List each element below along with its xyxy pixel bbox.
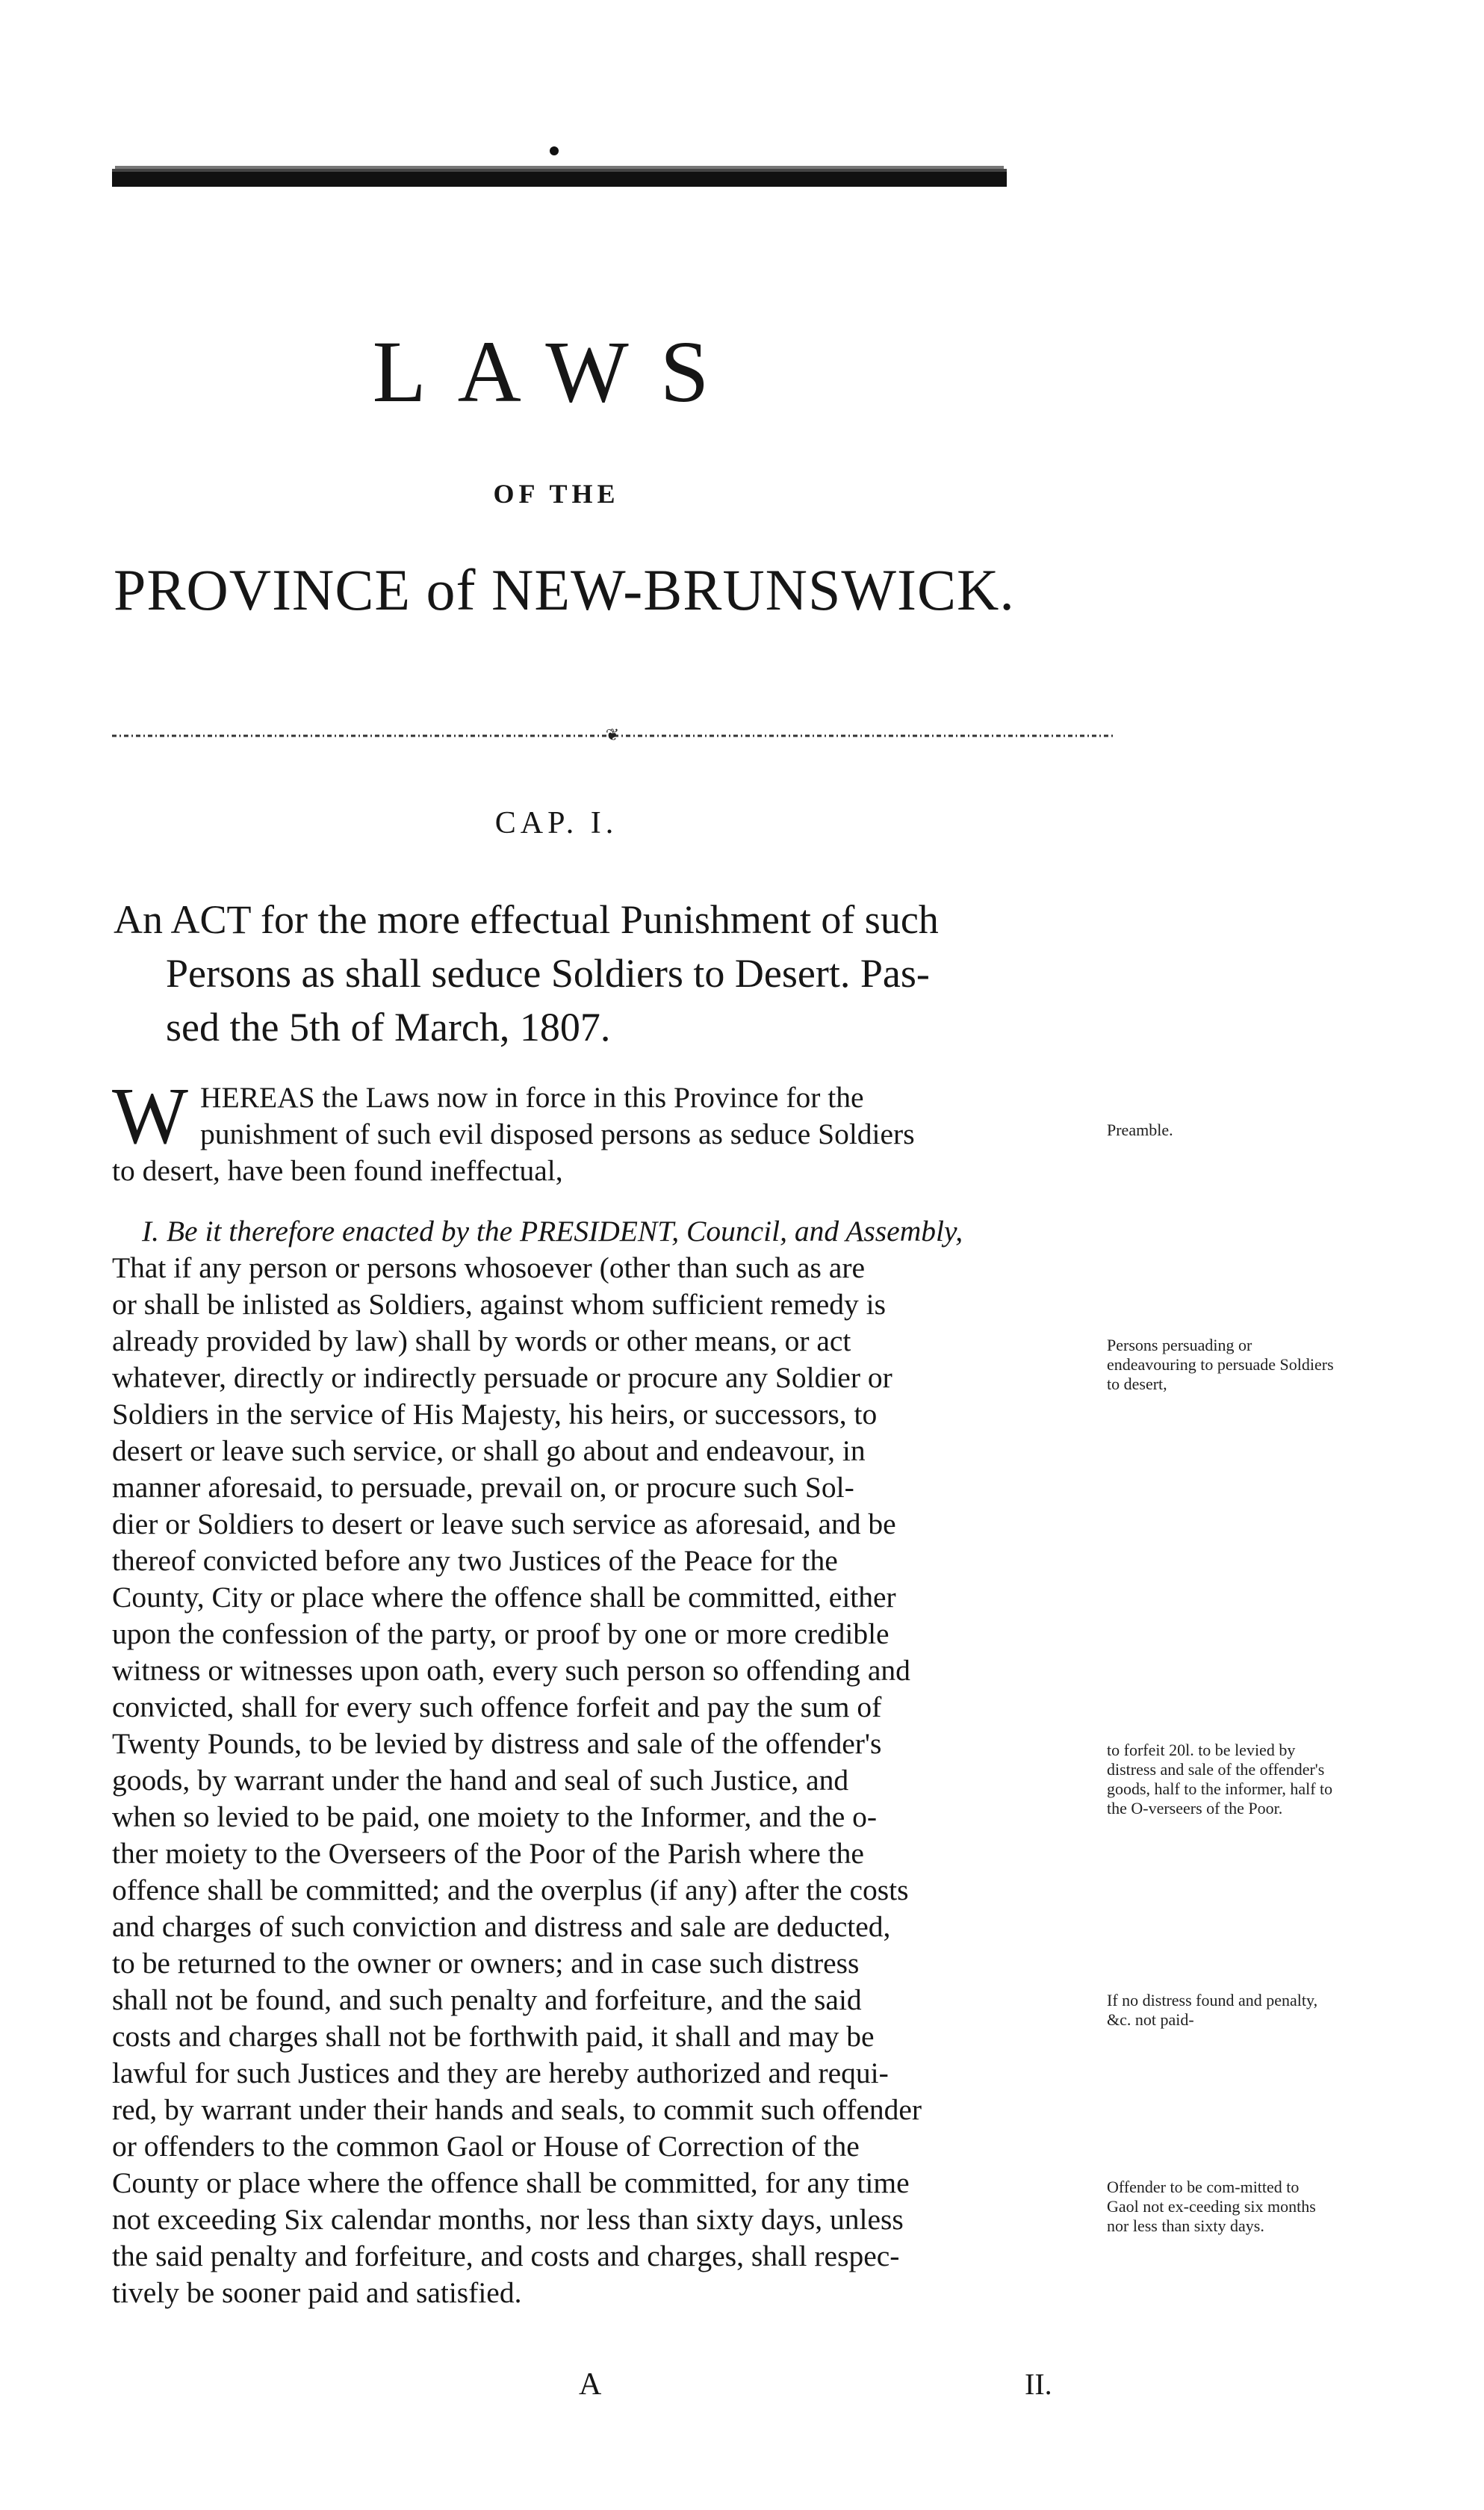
body-line: and charges of such conviction and distress and sale are deducted, — [112, 1910, 891, 1943]
act-body — [112, 1072, 1105, 2311]
body-line: offence shall be committed; and the overplus (if any) after the costs — [112, 1874, 909, 1906]
body-line: whatever, directly or indirectly persuade or procure any Soldier or — [112, 1361, 892, 1394]
drop-cap: W — [112, 1072, 188, 1161]
svg-text:❦: ❦ — [605, 728, 620, 743]
act-title-line: An ACT for the more effectual Punishment of such — [114, 897, 939, 942]
body-line: shall not be found, and such penalty and forfeiture, and the said — [112, 1983, 862, 2016]
body-line: goods, by warrant under the hand and seal of such Justice, and — [112, 1764, 849, 1797]
body-line: lawful for such Justices and they are hereby authorized and requi- — [112, 2057, 889, 2089]
body-line: witness or witnesses upon oath, every such person so offending and — [112, 1654, 910, 1687]
body-line: or offenders to the common Gaol or House of Correction of the — [112, 2130, 860, 2163]
margin-note-preamble: Preamble. — [1107, 1121, 1173, 1139]
act-title — [114, 893, 1122, 1054]
body-line: tively be sooner paid and satisfied. — [112, 2276, 522, 2309]
body-line: County, City or place where the offence shall be committed, either — [112, 1581, 896, 1614]
body-line: red, by warrant under their hands and seals, to commit such offender — [112, 2093, 922, 2126]
body-line: already provided by law) shall by words or other means, or act — [112, 1324, 851, 1357]
body-line: desert or leave such service, or shall go about and endeavour, in — [112, 1434, 866, 1467]
body-line: upon the confession of the party, or proof by one or more credible — [112, 1617, 890, 1650]
preamble — [112, 1072, 1105, 1161]
subtitle-of-the: OF THE — [493, 479, 620, 509]
body-line: to be returned to the owner or owners; and in case such distress — [112, 1947, 860, 1980]
body-line: That if any person or persons whosoever (other than such as are — [112, 1251, 866, 1284]
catchword: II. — [1025, 2367, 1052, 2401]
act-title-line: sed the 5th of March, 1807. — [166, 1005, 611, 1050]
province-title: PROVINCE of NEW-BRUNSWICK. — [114, 557, 1015, 622]
body-line: Twenty Pounds, to be levied by distress and sale of the offender's — [112, 1727, 882, 1760]
signature-mark: A — [579, 2367, 602, 2402]
body-line: thereof convicted before any two Justices of the Peace for the — [112, 1544, 838, 1577]
body-line: I. Be it therefore enacted by the PRESIDENT, Council, and Assembly, — [142, 1215, 963, 1248]
body-line: dier or Soldiers to desert or leave such service as aforesaid, and be — [112, 1507, 896, 1540]
margin-note-forfeit: to forfeit 20l. to be levied by distress and sale of the offender's goods, half to the informer, half to the O-verseers of the Poor. — [1107, 1741, 1333, 1818]
body-line: ther moiety to the Overseers of the Poor of the Parish where the — [112, 1837, 864, 1870]
body-line: to desert, have been found ineffectual, — [112, 1154, 563, 1187]
body-line: punishment of such evil disposed persons as seduce Soldiers — [199, 1118, 915, 1150]
body-line: not exceeding Six calendar months, nor less than sixty days, unless — [112, 2203, 904, 2236]
body-line: when so levied to be paid, one moiety to the Informer, and the o- — [112, 1800, 878, 1833]
margin-note-no-distress: If no distress found and penalty, &c. not paid- — [1107, 1991, 1318, 2029]
body-line: convicted, shall for every such offence forfeit and pay the sum of — [112, 1691, 882, 1723]
body-line: or shall be inlisted as Soldiers, against whom sufficient remedy is — [112, 1288, 886, 1321]
body-line: manner aforesaid, to persuade, prevail on, or procure such Sol- — [112, 1471, 854, 1504]
act-title-line: Persons as shall seduce Soldiers to Desert. Pas- — [166, 951, 930, 996]
ornament-divider — [112, 728, 1113, 743]
body-line: the said penalty and forfeiture, and costs and charges, shall respec- — [112, 2240, 900, 2272]
top-rule — [112, 169, 1007, 187]
chapter-heading: CAP. I. — [494, 806, 618, 840]
margin-note-persuading: Persons persuading or endeavouring to persuade Soldiers to desert, — [1107, 1336, 1334, 1393]
margin-note-committed: Offender to be com-mitted to Gaol not ex-ceeding six months nor less than sixty days. — [1107, 2178, 1316, 2235]
body-line: costs and charges shall not be forthwith paid, it shall and may be — [112, 2020, 875, 2053]
top-ornament-dot — [550, 146, 559, 155]
body-line: County or place where the offence shall be committed, for any time — [112, 2166, 910, 2199]
page-title: LAWS — [372, 323, 741, 421]
body-line: Soldiers in the service of His Majesty, his heirs, or successors, to — [112, 1398, 878, 1431]
body-line: HEREAS the Laws now in force in this Province for the — [199, 1081, 864, 1114]
